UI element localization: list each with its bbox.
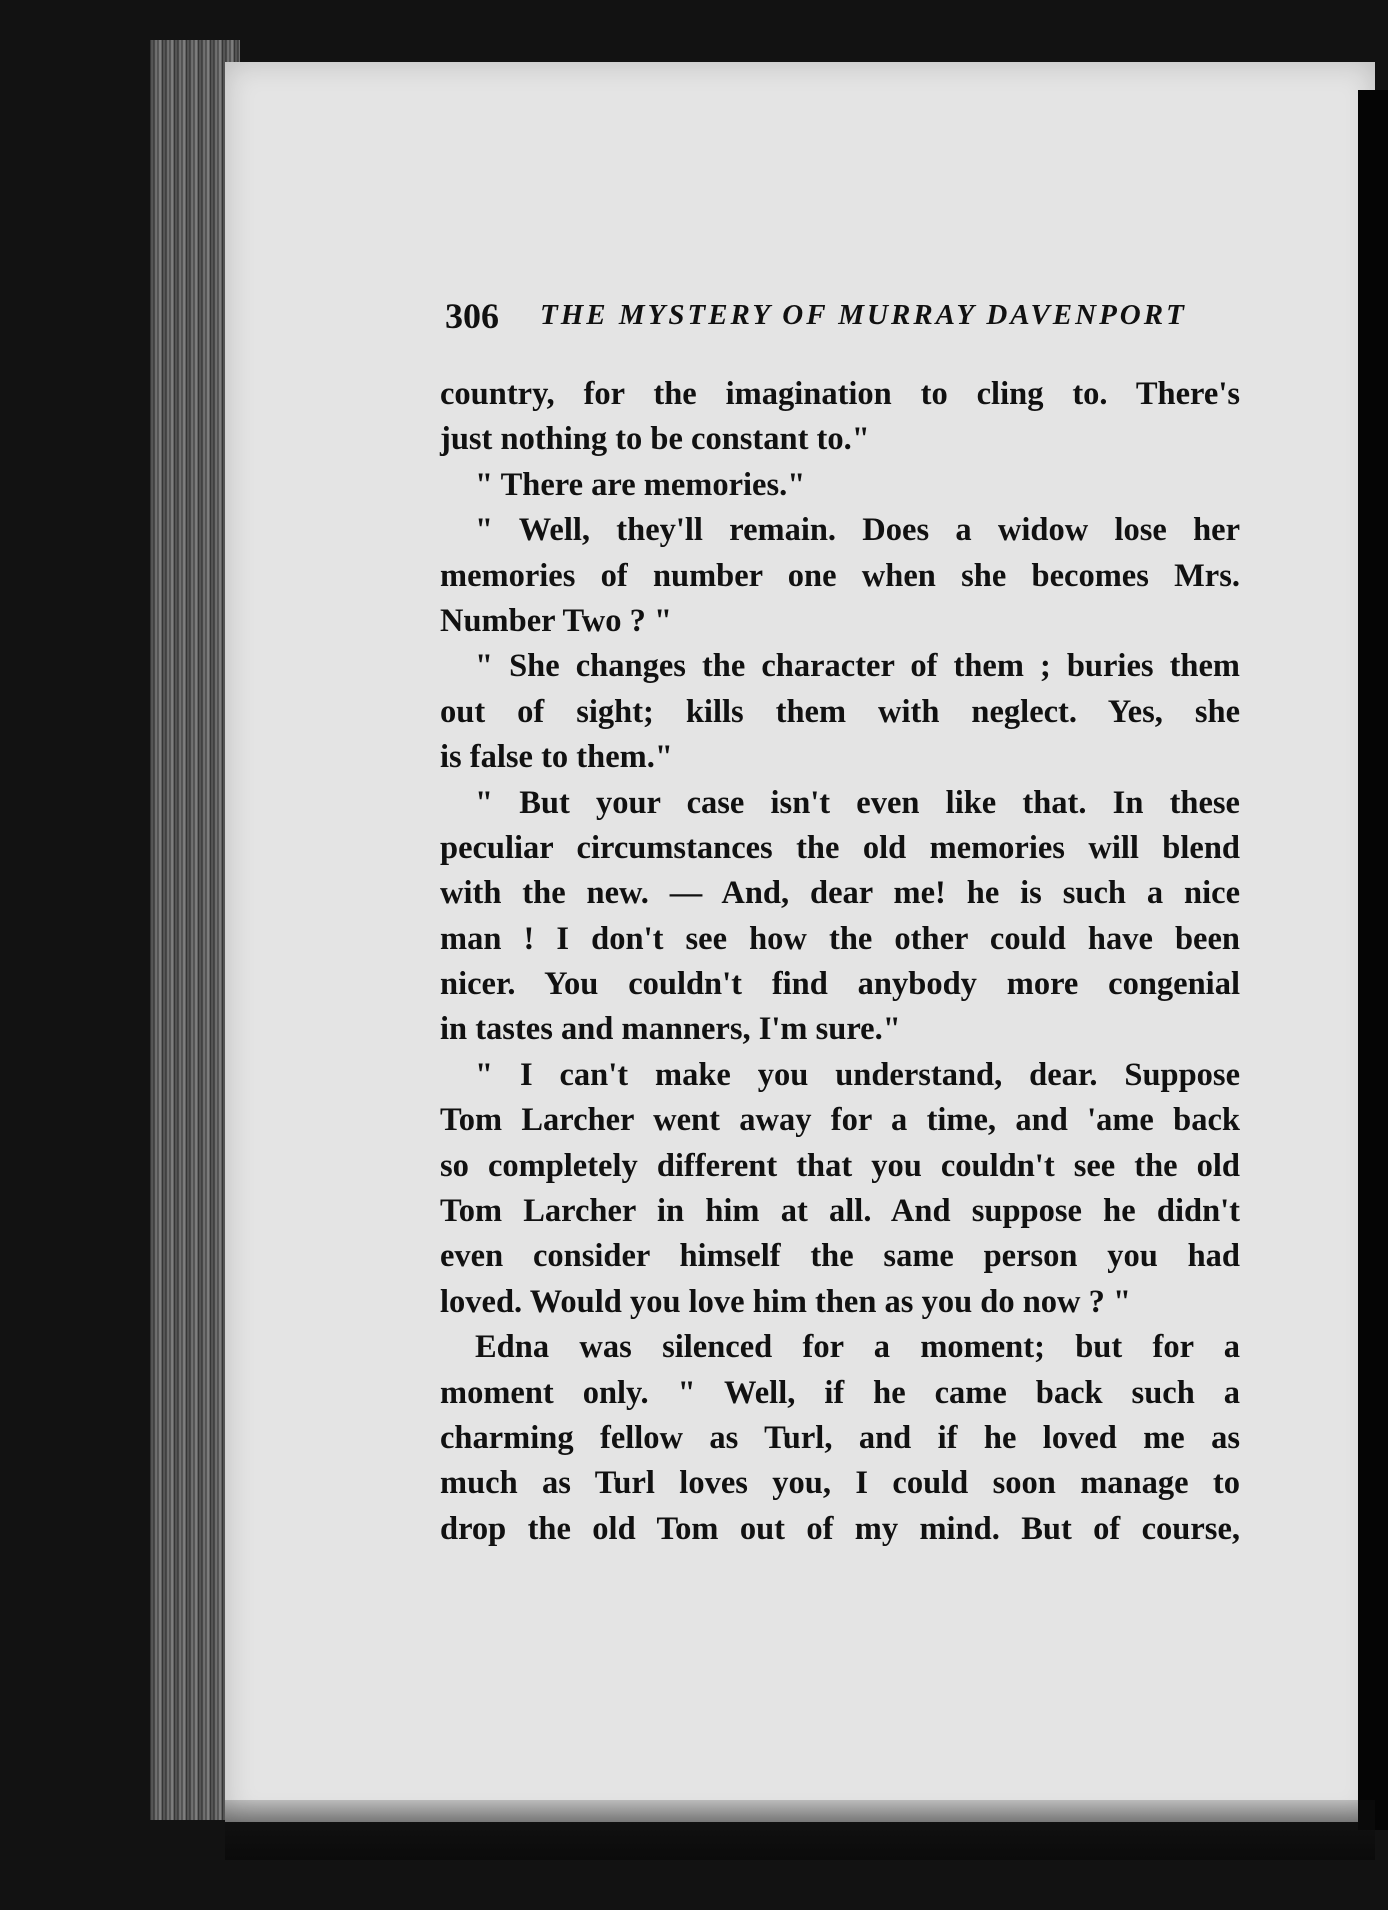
text-line: so completely different that you couldn't see the old: [440, 1147, 1240, 1184]
text-line: just nothing to be constant to.": [440, 421, 870, 458]
body-text: [440, 372, 1240, 1552]
text-line: country, for the imagination to cling to. There's: [440, 376, 1240, 412]
text-line: much as Turl loves you, I could soon manage to: [440, 1465, 1240, 1502]
text-line: loved. Would you love him then as you do now ? ": [440, 1283, 1132, 1320]
text-line: is false to them.": [440, 739, 673, 776]
text-line: Number Two ? ": [440, 602, 673, 639]
bottom-edge-shadow: [225, 1800, 1375, 1860]
text-line: " But your case isn't even like that. In these: [475, 784, 1240, 821]
text-line: Tom Larcher went away for a time, and 'ame back: [440, 1102, 1240, 1139]
running-title: THE MYSTERY OF MURRAY DAVENPORT: [540, 299, 1187, 331]
text-line: Edna was silenced for a moment; but for a: [475, 1329, 1240, 1366]
text-line: even consider himself the same person you had: [440, 1238, 1240, 1275]
text-line: drop the old Tom out of my mind. But of course,: [440, 1510, 1240, 1547]
page-header: [445, 295, 1235, 345]
text-line: out of sight; kills them with neglect. Yes, she: [440, 693, 1240, 730]
text-line: charming fellow as Turl, and if he loved me as: [440, 1419, 1240, 1456]
text-line: " There are memories.": [475, 466, 806, 503]
page-number: 306: [445, 296, 499, 336]
text-line: " She changes the character of them ; buries them: [475, 648, 1240, 685]
text-line: " Well, they'll remain. Does a widow lose her: [475, 512, 1240, 549]
text-line: moment only. " Well, if he came back such a: [440, 1374, 1240, 1411]
text-line: peculiar circumstances the old memories will blend: [440, 829, 1240, 866]
text-line: in tastes and manners, I'm sure.": [440, 1011, 901, 1048]
text-line: with the new. — And, dear me! he is such a nice: [440, 875, 1240, 912]
right-edge-shadow: [1358, 90, 1388, 1830]
text-line: nicer. You couldn't find anybody more congenial: [440, 966, 1240, 1003]
text-line: Tom Larcher in him at all. And suppose he didn't: [440, 1193, 1240, 1230]
text-line: memories of number one when she becomes Mrs.: [440, 557, 1240, 594]
text-line: " I can't make you understand, dear. Suppose: [475, 1056, 1240, 1093]
text-line: man ! I don't see how the other could have been: [440, 920, 1240, 957]
